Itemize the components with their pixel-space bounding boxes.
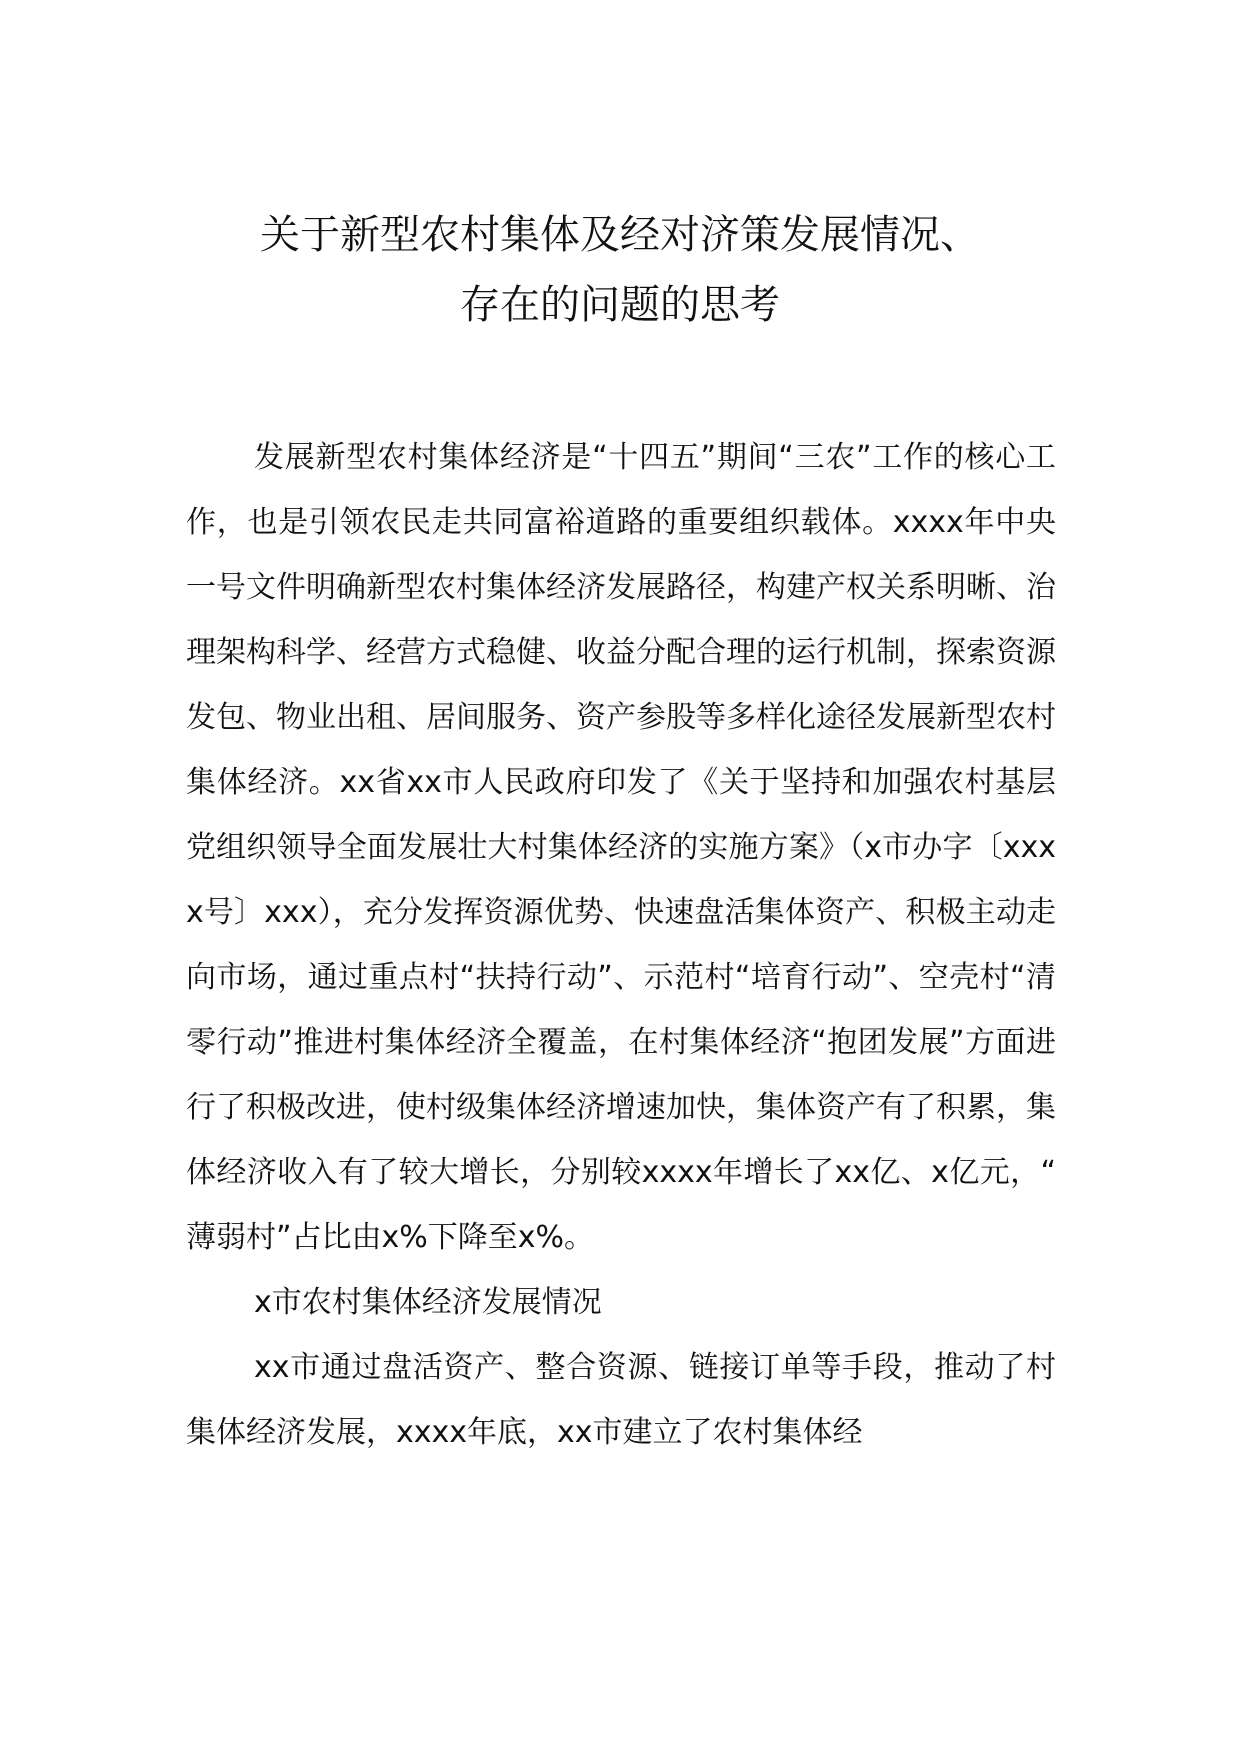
document-body bbox=[186, 425, 1056, 1465]
paragraph-development: xx市通过盘活资产、整合资源、链接订单等手段，推动了村集体经济发展，xxxx年底，xx市建立了农村集体经 bbox=[186, 1350, 1056, 1450]
document-title bbox=[150, 200, 1090, 340]
title-line-1: 关于新型农村集体及经对济策发展情况、 bbox=[260, 212, 980, 258]
section-heading: x市农村集体经济发展情况 bbox=[254, 1285, 602, 1320]
paragraph-intro: 发展新型农村集体经济是“十四五”期间“三农”工作的核心工作，也是引领农民走共同富裕道路的重要组织载体。xxxx年中央一号文件明确新型农村集体经济发展路径，构建产权关系明晰、治理架构科学、经营方式稳健、收益分配合理的运行机制，探索资源发包、物业出租、居间服务、资产参股等多样化途径发展新型农村集体经济。xx省xx市人民政府印发了《关于坚持和加强农村基层党组织领导全面发展壮大村集体经济的实施方案》（x市办字〔xxxx号〕xxx），充分发挥资源优势、快速盘活集体资产、积极主动走向市场，通过重点村“扶持行动”、示范村“培育行动”、空壳村“清零行动”推进村集体经济全覆盖，在村集体经济“抱团发展”方面进行了积极改进，使村级集体经济增速加快，集体资产有了积累，集体经济收入有了较大增长，分别较xxxx年增长了xx亿、x亿元，“薄弱村”占比由x%下降至x%。 bbox=[186, 440, 1056, 1255]
title-line-2: 存在的问题的思考 bbox=[460, 282, 780, 328]
